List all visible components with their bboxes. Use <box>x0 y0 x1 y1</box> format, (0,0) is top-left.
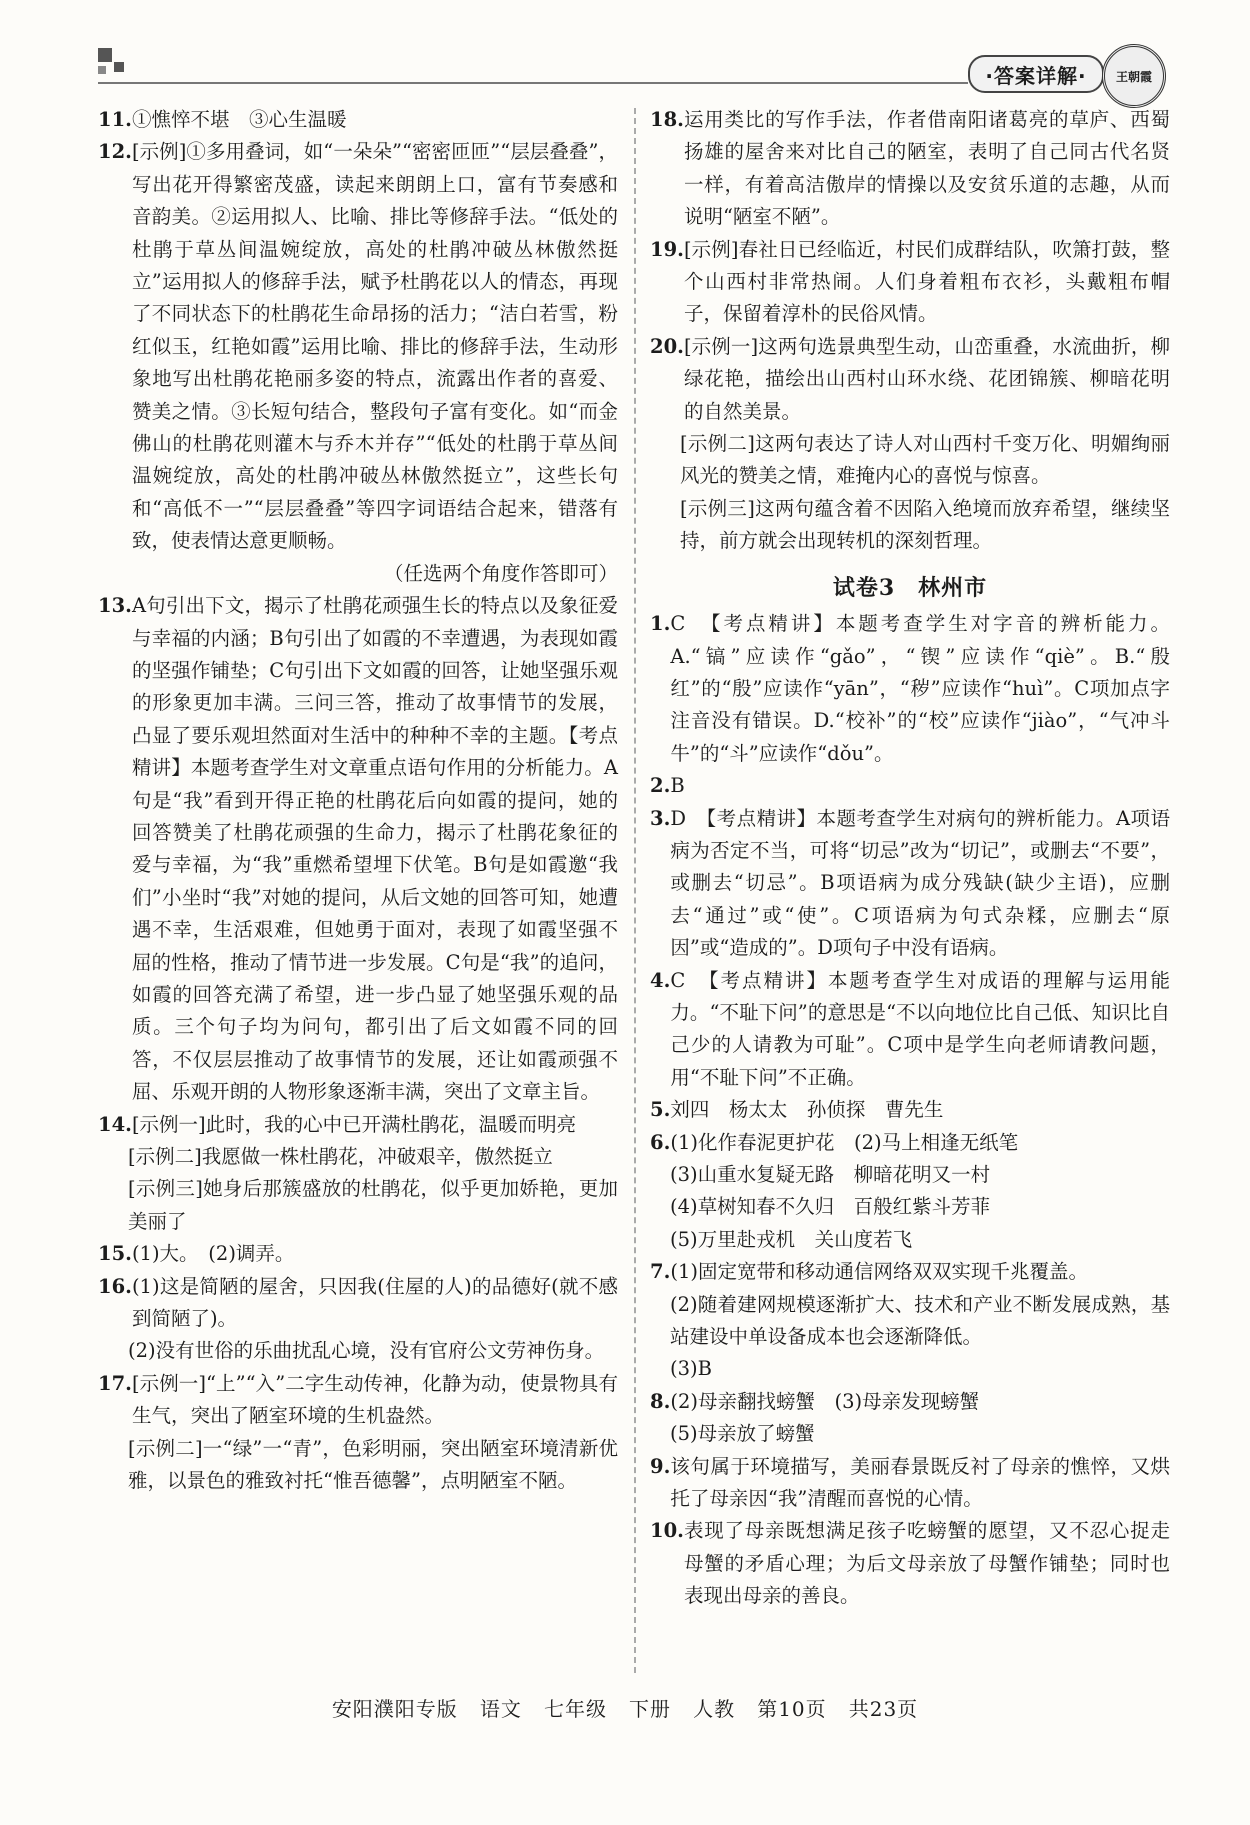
item-subtext: (5)母亲放了螃蟹 <box>670 1422 815 1446</box>
item-text: B <box>670 774 685 798</box>
answer-item <box>650 608 1170 770</box>
item-subtext: [示例三]她身后那簇盛放的杜鹃花，似乎更加娇艳，更加美丽了 <box>128 1177 618 1233</box>
item-subtext: [示例二]我愿做一株杜鹃花，冲破艰辛，傲然挺立 <box>128 1145 553 1168</box>
footer-total-pages: 共23页 <box>848 1697 919 1721</box>
brand-logo: 王朝霞 <box>1102 44 1166 108</box>
answer-item <box>650 803 1170 965</box>
item-text: C 【考点精讲】本题考查学生对成语的理解与运用能力。“不耻下问”的意思是“不以向地位比自己低、知识比自己少的人请教为可耻”。C项中是学生向老师请教问题，用“不耻下问”不正确。 <box>670 968 1170 1089</box>
answer-item <box>98 104 618 136</box>
item-text: C 【考点精讲】本题考查学生对字音的辨析能力。A.“镐”应读作“gǎo”，“锲”应读作“qiè”。B.“殷红”的“殷”应读作“yān”，“秽”应读作“huì”。C项加点字注音没有错误。D.“校补”的“校”应读作“jiào”，“气冲斗牛”的“斗”应读作“dǒu”。 <box>670 612 1170 765</box>
item-text: 表现了母亲既想满足孩子吃螃蟹的愿望，又不忍心捉走母蟹的矛盾心理；为后文母亲放了母蟹作铺垫；同时也表现出母亲的善良。 <box>683 1519 1170 1608</box>
footer-page-number: 第10页 <box>757 1697 827 1721</box>
item-number: 12. <box>98 140 132 164</box>
item-number: 8. <box>650 1389 671 1413</box>
answer-item <box>98 1271 618 1336</box>
item-text: [示例一]此时，我的心中已开满杜鹃花，温暖而明亮 <box>131 1112 577 1136</box>
item-text: (2)母亲翻找螃蟹 (3)母亲发现螃蟹 <box>670 1389 980 1413</box>
column-divider <box>634 108 636 1673</box>
item-number: 3. <box>650 806 671 830</box>
header-decoration <box>114 62 124 72</box>
answer-item <box>650 965 1170 1095</box>
item-text: ①憔悴不堪 ③心生温暖 <box>131 108 347 131</box>
item-text: (1)这是简陋的屋舍，只因我(住屋的人)的品德好(就不感到简陋了)。 <box>131 1274 618 1331</box>
item-text: A句引出下文，揭示了杜鹃花顽强生长的特点以及象征爱与幸福的内涵；B句引出了如霞的不幸遭遇，为表现如霞的坚强作铺垫；C句引出下文如霞的回答，让她坚强乐观的形象更加丰满。三问三答，推动了故事情节的发展，凸显了要乐观坦然面对生活中的种种不幸的主题。【考点精讲】本题考查学生对文章重点语句作用的分析能力。A句是“我”看到开得正艳的杜鹃花后向如霞的提问，她的回答赞美了杜鹃花顽强的生命力，揭示了杜鹃花象征的爱与幸福，为“我”重燃希望埋下伏笔。B句是如霞邀“我们”小坐时“我”对她的提问，从后文她的回答可知，她遭遇不幸，生活艰难，但她勇于面对，表现了如霞坚强不屈的性格，推动了情节进一步发展。C句是“我”的追问，如霞的回答充满了希望，进一步凸显了她坚强乐观的品质。三个句子均为问句，都引出了后文如霞不同的回答，不仅层层推动了故事情节的发展，还让如霞顽强不屈、乐观开朗的人物形象逐渐丰满，突出了文章主旨。 <box>131 594 618 1104</box>
item-subtext: [示例二]这两句表达了诗人对山西村千变万化、明媚绚丽风光的赞美之情，难掩内心的喜悦与惊喜。 <box>680 432 1170 488</box>
item-text: D 【考点精讲】本题考查学生对病句的辨析能力。A项语病为否定不当，可将“切忌”改为“切记”，或删去“不要”，或删去“切忌”。B项语病为成分残缺(缺少主语)，应删去“通过”或“使”。C项语病为句式杂糅，应删去“原因”或“造成的”。D项句子中没有语病。 <box>670 806 1170 960</box>
item-subtext: (3)山重水复疑无路 柳暗花明又一村 <box>670 1163 991 1186</box>
right-column <box>650 104 1170 1613</box>
footer-publisher: 人教 <box>693 1697 736 1721</box>
item-text: (1)化作春泥更护花 (2)马上相逢无纸笔 <box>670 1130 1019 1154</box>
item-number: 5. <box>650 1098 671 1122</box>
answer-item <box>98 1109 618 1141</box>
answer-item <box>650 770 1170 802</box>
item-number: 16. <box>98 1274 132 1298</box>
item-note: （任选两个角度作答即可） <box>383 561 618 585</box>
answer-item <box>650 1256 1170 1288</box>
answer-item <box>98 590 618 1109</box>
item-number: 7. <box>650 1260 671 1284</box>
answer-item <box>650 1386 1170 1418</box>
item-subtext: [示例二]一“绿”一“青”，色彩明丽，突出陋室环境清新优雅，以景色的雅致衬托“惟吾德馨”，点明陋室不陋。 <box>128 1436 618 1493</box>
item-number: 4. <box>650 968 671 992</box>
footer-volume: 下册 <box>629 1697 672 1721</box>
answer-item <box>98 136 618 557</box>
item-number: 2. <box>650 774 671 798</box>
item-subtext: (4)草树知春不久归 百般红紫斗芳菲 <box>670 1195 991 1219</box>
item-number: 19. <box>650 237 684 261</box>
answer-item <box>650 331 1170 428</box>
item-number: 13. <box>98 594 132 618</box>
item-number: 20. <box>650 334 684 358</box>
item-number: 15. <box>98 1242 132 1266</box>
item-text: (1)大。 (2)调弄。 <box>131 1242 295 1266</box>
item-text: 该句属于环境描写，美丽春景既反衬了母亲的憔悴，又烘托了母亲因“我”清醒而喜悦的心情。 <box>670 1454 1170 1511</box>
answer-item <box>98 1368 618 1433</box>
answer-item <box>650 1127 1170 1159</box>
footer-grade: 七年级 <box>543 1697 607 1721</box>
item-text: 刘四 杨太太 孙侦探 曹先生 <box>670 1098 944 1122</box>
item-text: [示例一]“上”“入”二字生动传神，化静为动，使景物具有生气，突出了陋室环境的生机盎然。 <box>131 1371 618 1428</box>
item-subtext: (3)B <box>670 1357 712 1381</box>
item-subtext: [示例三]这两句蕴含着不因陷入绝境而放弃希望，继续坚持，前方就会出现转机的深刻哲理。 <box>680 496 1170 553</box>
header-badge: ·答案详解· <box>968 55 1104 93</box>
header-rule <box>98 82 968 84</box>
item-text: [示例]①多用叠词，如“一朵朵”“密密匝匝”“层层叠叠”，写出花开得繁密茂盛，读起来朗朗上口，富有节奏感和音韵美。②运用拟人、比喻、排比等修辞手法。“低处的杜鹃于草丛间温婉绽放，高处的杜鹃冲破丛林傲然挺立”运用拟人的修辞手法，赋予杜鹃花以人的情态，再现了不同状态下的杜鹃花生命昂扬的活力；“洁白若雪，粉红似玉，红艳如霞”运用比喻、排比的修辞手法，生动形象地写出杜鹃花艳丽多姿的特点，流露出作者的喜爱、赞美之情。③长短句结合，整段句子富有变化。如“而金佛山的杜鹃花则灌木与乔木并存”“低处的杜鹃于草丛间温婉绽放，高处的杜鹃冲破丛林傲然挺立”，这些长句和“高低不一”“层层叠叠”等四字词语结合起来，错落有致，使表情达意更顺畅。 <box>131 140 618 553</box>
item-number: 14. <box>98 1112 132 1136</box>
item-number: 17. <box>98 1371 132 1395</box>
answer-item <box>650 234 1170 331</box>
item-number: 9. <box>650 1454 671 1478</box>
answer-item <box>650 104 1170 234</box>
item-text: 运用类比的写作手法，作者借南阳诸葛亮的草庐、西蜀扬雄的屋舍来对比自己的陋室，表明了自己同古代名贤一样，有着高洁傲岸的情操以及安贫乐道的志趣，从而说明“陋室不陋”。 <box>683 108 1170 229</box>
item-text: [示例一]这两句选景典型生动，山峦重叠，水流曲折，柳绿花艳，描绘出山西村山环水绕、花团锦簇、柳暗花明的自然美景。 <box>683 334 1170 423</box>
item-number: 10. <box>650 1519 684 1543</box>
header-decoration <box>98 66 106 74</box>
answer-item <box>650 1094 1170 1126</box>
answer-item <box>98 1238 618 1270</box>
footer-edition: 安阳濮阳专版 <box>331 1697 458 1721</box>
answer-item <box>650 1515 1170 1612</box>
item-text: [示例]春社日已经临近，村民们成群结队，吹箫打鼓，整个山西村非常热闹。人们身着粗布衣衫，头戴粗布帽子，保留着淳朴的民俗风情。 <box>683 237 1170 326</box>
item-number: 1. <box>650 612 671 636</box>
item-number: 6. <box>650 1130 671 1154</box>
item-number: 11. <box>98 108 132 131</box>
item-number: 18. <box>650 108 684 131</box>
page-footer <box>0 1693 1250 1722</box>
header-decoration <box>98 48 112 62</box>
left-column <box>98 104 618 1497</box>
item-subtext: (2)随着建网规模逐渐扩大、技术和产业不断发展成熟，基站建设中单设备成本也会逐渐降低。 <box>670 1292 1170 1349</box>
item-text: (1)固定宽带和移动通信网络双双实现千兆覆盖。 <box>670 1260 1088 1284</box>
item-subtext: (5)万里赴戎机 关山度若飞 <box>670 1227 913 1251</box>
footer-subject: 语文 <box>479 1697 522 1721</box>
answer-item <box>650 1451 1170 1516</box>
item-subtext: (2)没有世俗的乐曲扰乱心境，没有官府公文劳神伤身。 <box>128 1339 605 1363</box>
section-title: 试卷3 林州市 <box>832 574 988 601</box>
